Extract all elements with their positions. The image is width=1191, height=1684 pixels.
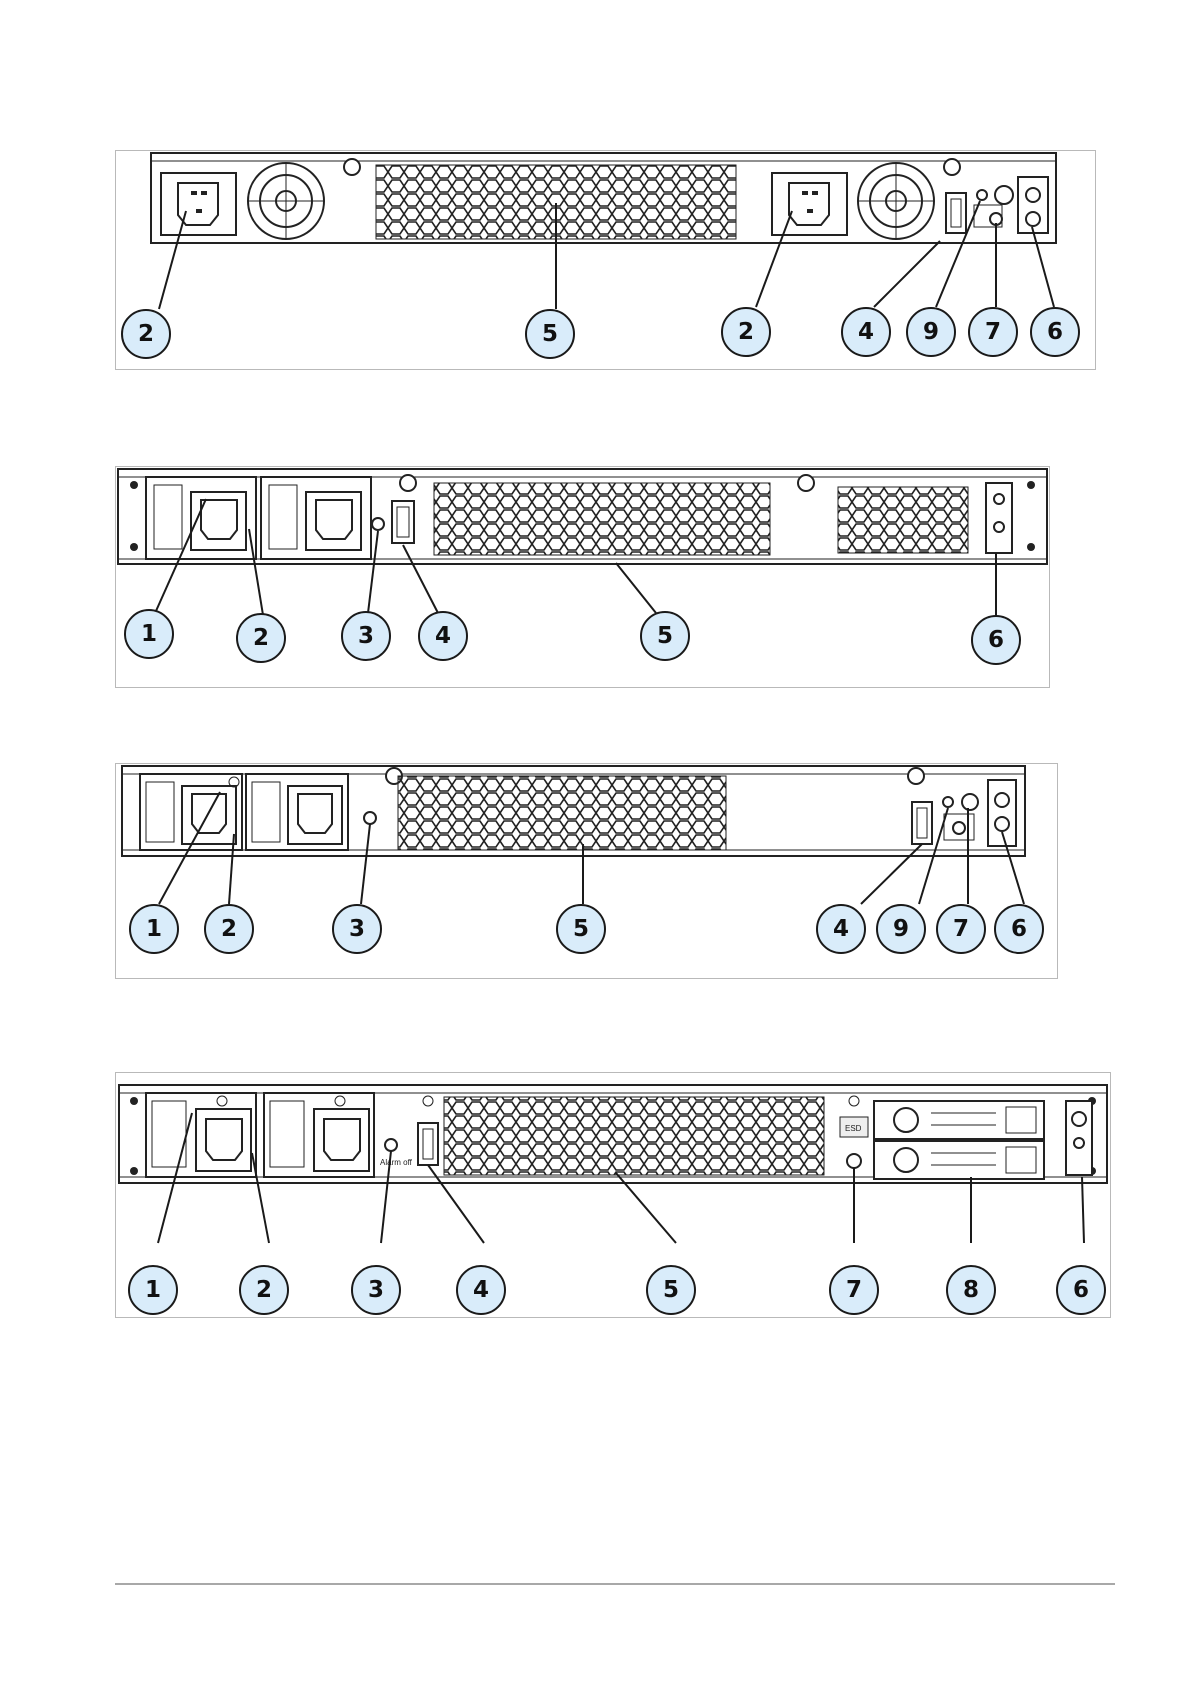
callout-2: 2 <box>121 309 171 359</box>
callout-4: 4 <box>418 611 468 661</box>
callout-5: 5 <box>640 611 690 661</box>
footer-rule <box>115 1583 1115 1585</box>
callout-1: 1 <box>129 904 179 954</box>
callout-4: 4 <box>841 307 891 357</box>
callout-2: 2 <box>236 613 286 663</box>
power-inlet-icon <box>161 173 236 235</box>
rocker-switch-icon <box>912 802 932 844</box>
callout-3: 3 <box>332 904 382 954</box>
honeycomb-vent-icon <box>434 483 770 555</box>
honeycomb-vent-icon <box>838 487 968 553</box>
power-inlet-icon <box>146 477 256 559</box>
rear-panel-diagram-2 <box>115 466 1050 688</box>
callout-9: 9 <box>906 307 956 357</box>
drive-bay-icon <box>874 1101 1044 1179</box>
honeycomb-vent-icon <box>444 1097 824 1175</box>
callout-2: 2 <box>204 904 254 954</box>
rocker-switch-icon <box>392 501 414 543</box>
callout-6: 6 <box>1030 307 1080 357</box>
rear-panel-diagram-3 <box>115 763 1058 979</box>
rear-panel-diagram-4 <box>115 1072 1111 1318</box>
power-inlet-icon <box>264 1093 374 1177</box>
fan-grille-icon <box>248 163 324 239</box>
honeycomb-vent-icon <box>398 776 726 850</box>
callout-6: 6 <box>971 615 1021 665</box>
callout-2: 2 <box>721 307 771 357</box>
callout-7: 7 <box>968 307 1018 357</box>
rocker-switch-icon <box>418 1123 438 1165</box>
power-inlet-icon <box>772 173 847 235</box>
callout-2: 2 <box>239 1265 289 1315</box>
power-inlet-icon <box>146 1093 256 1177</box>
callout-5: 5 <box>556 904 606 954</box>
power-inlet-icon <box>140 774 242 850</box>
callout-6: 6 <box>1056 1265 1106 1315</box>
alarm-off-label: Alarm off <box>380 1158 412 1167</box>
callout-3: 3 <box>351 1265 401 1315</box>
fan-grille-icon <box>858 163 934 239</box>
callout-6: 6 <box>994 904 1044 954</box>
callout-4: 4 <box>456 1265 506 1315</box>
power-inlet-icon <box>261 477 371 559</box>
callout-1: 1 <box>124 609 174 659</box>
rear-panel-diagram-1 <box>115 150 1096 370</box>
callout-4: 4 <box>816 904 866 954</box>
callout-5: 5 <box>646 1265 696 1315</box>
esd-label: ESD <box>845 1124 862 1133</box>
callout-7: 7 <box>936 904 986 954</box>
callout-8: 8 <box>946 1265 996 1315</box>
callout-3: 3 <box>341 611 391 661</box>
rocker-switch-icon <box>946 193 966 233</box>
callout-7: 7 <box>829 1265 879 1315</box>
callout-5: 5 <box>525 309 575 359</box>
power-inlet-icon <box>246 774 348 850</box>
callout-9: 9 <box>876 904 926 954</box>
callout-1: 1 <box>128 1265 178 1315</box>
